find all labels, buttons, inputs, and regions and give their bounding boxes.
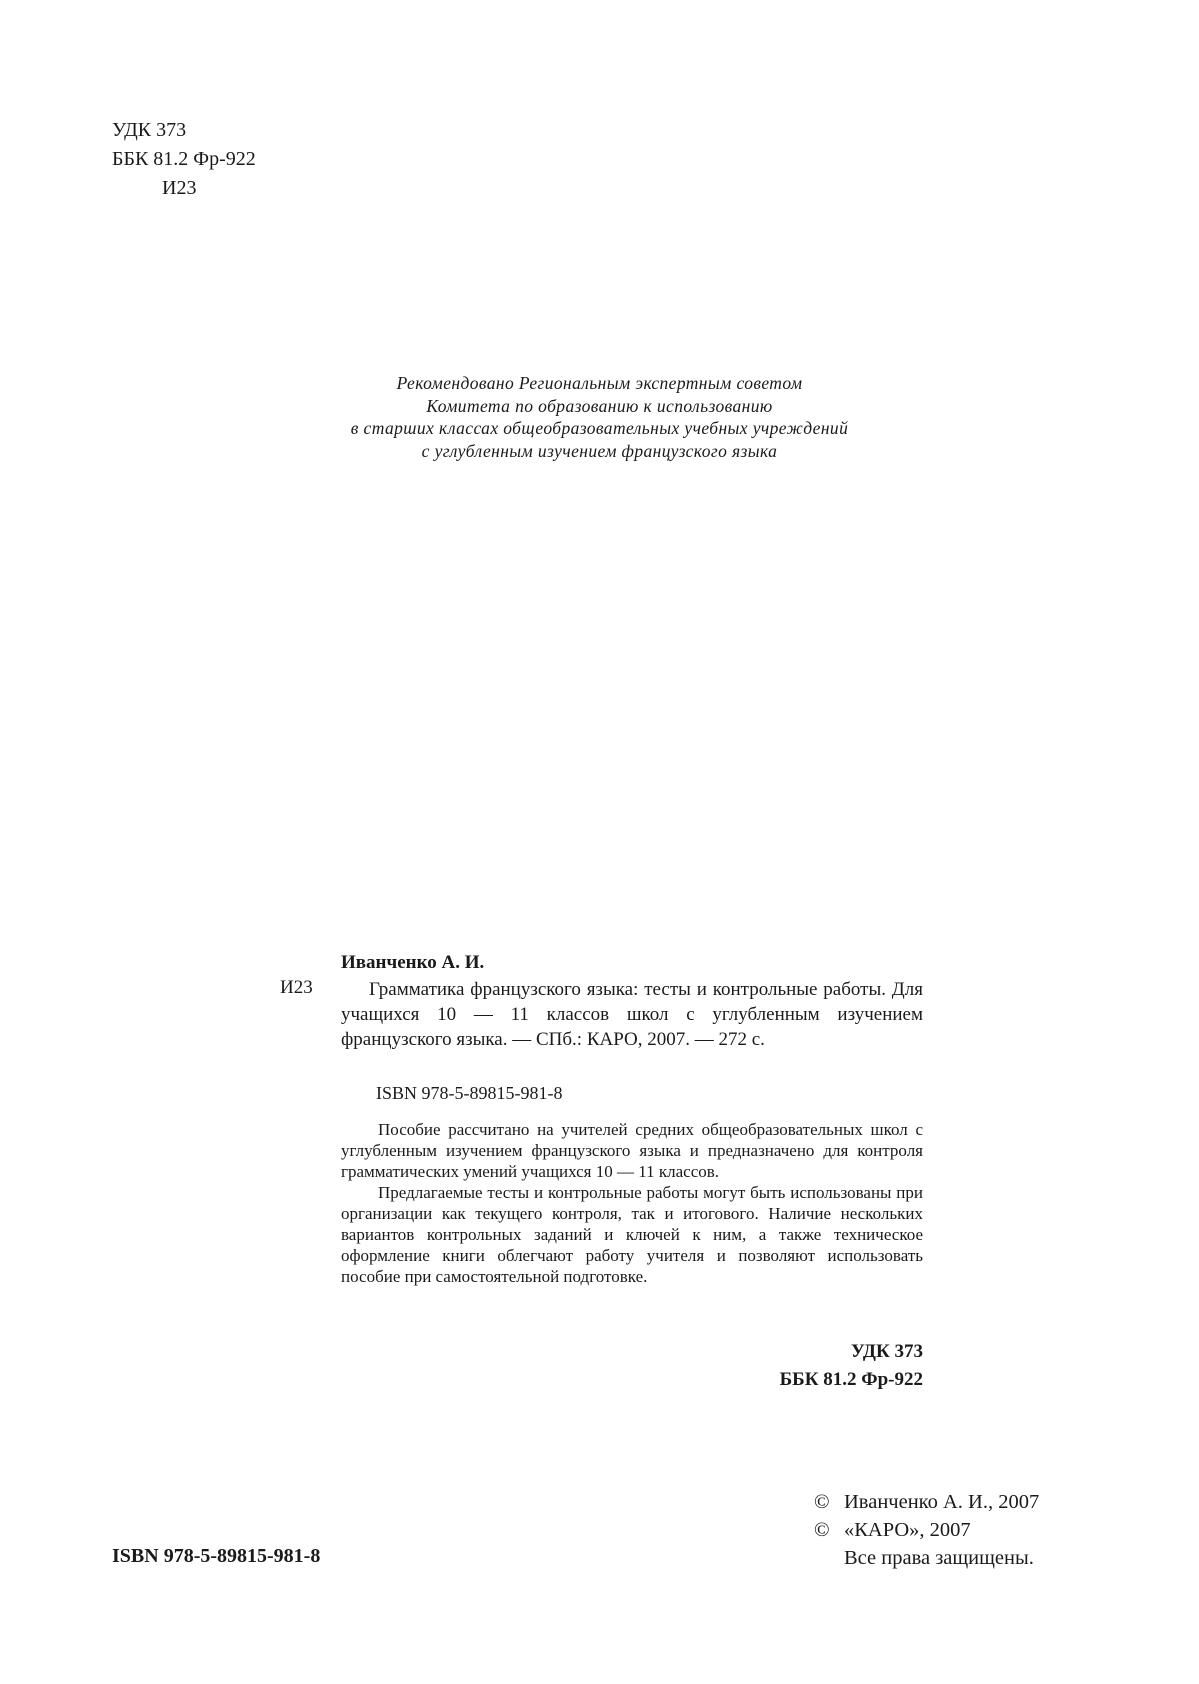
index-code: И23 bbox=[280, 977, 313, 998]
udk-code: УДК 373 bbox=[850, 1341, 923, 1362]
annotation-paragraph: Предлагаемые тесты и контрольные работы могут быть использованы при организации как текущего контроля, так и итогового. Наличие нескольких вариантов контрольных заданий и ключей к ним, а также техническое оформление книги облегчают работу учителя и позволяют использовать пособие при самостоятельной подготовке. bbox=[341, 1183, 923, 1286]
recommendation-line: в старших классах общеобразовательных учебных учреждений bbox=[350, 418, 849, 438]
copyright-line: Иванченко А. И., 2007 bbox=[844, 1491, 1040, 1513]
author-mark: И23 bbox=[162, 177, 197, 199]
annotation bbox=[341, 1119, 923, 1287]
recommendation-line: с углубленным изучением французского языка bbox=[421, 440, 778, 461]
isbn-bottom: ISBN 978-5-89815-981-8 bbox=[112, 1545, 321, 1567]
recommendation-note bbox=[0, 372, 1199, 462]
recommendation-line: Комитета по образованию к использованию bbox=[426, 395, 773, 416]
copyright-block bbox=[814, 1488, 1039, 1572]
recommendation-line: Рекомендовано Региональным экспертным советом bbox=[396, 373, 803, 393]
copyright-icon: © bbox=[814, 1491, 830, 1513]
isbn-inline: ISBN 978-5-89815-981-8 bbox=[376, 1083, 563, 1103]
top-classification-codes bbox=[112, 116, 256, 203]
bottom-classification-codes bbox=[780, 1338, 923, 1394]
bbk-code: ББК 81.2 Фр-922 bbox=[779, 1369, 923, 1390]
rights-reserved: Все права защищены. bbox=[844, 1547, 1034, 1569]
annotation-paragraph: Пособие рассчитано на учителей средних общеобразовательных школ с углубленным изучением французского языка и предназначено для контроля грамматических умений учащихся 10 — 11 классов. bbox=[341, 1120, 923, 1181]
copyright-icon: © bbox=[814, 1519, 830, 1541]
bbk-code: ББК 81.2 Фр-922 bbox=[112, 148, 256, 170]
book-description: Грамматика французского языка: тесты и контрольные работы. Для учащихся 10 — 11 классов школ с углубленным изучением французского языка. — СПб.: КАРО, 2007. — 272 с. bbox=[341, 979, 923, 1050]
udk-code: УДК 373 bbox=[112, 119, 187, 141]
copyright-line: «КАРО», 2007 bbox=[844, 1519, 971, 1541]
author-name: Иванченко А. И. bbox=[341, 952, 485, 973]
